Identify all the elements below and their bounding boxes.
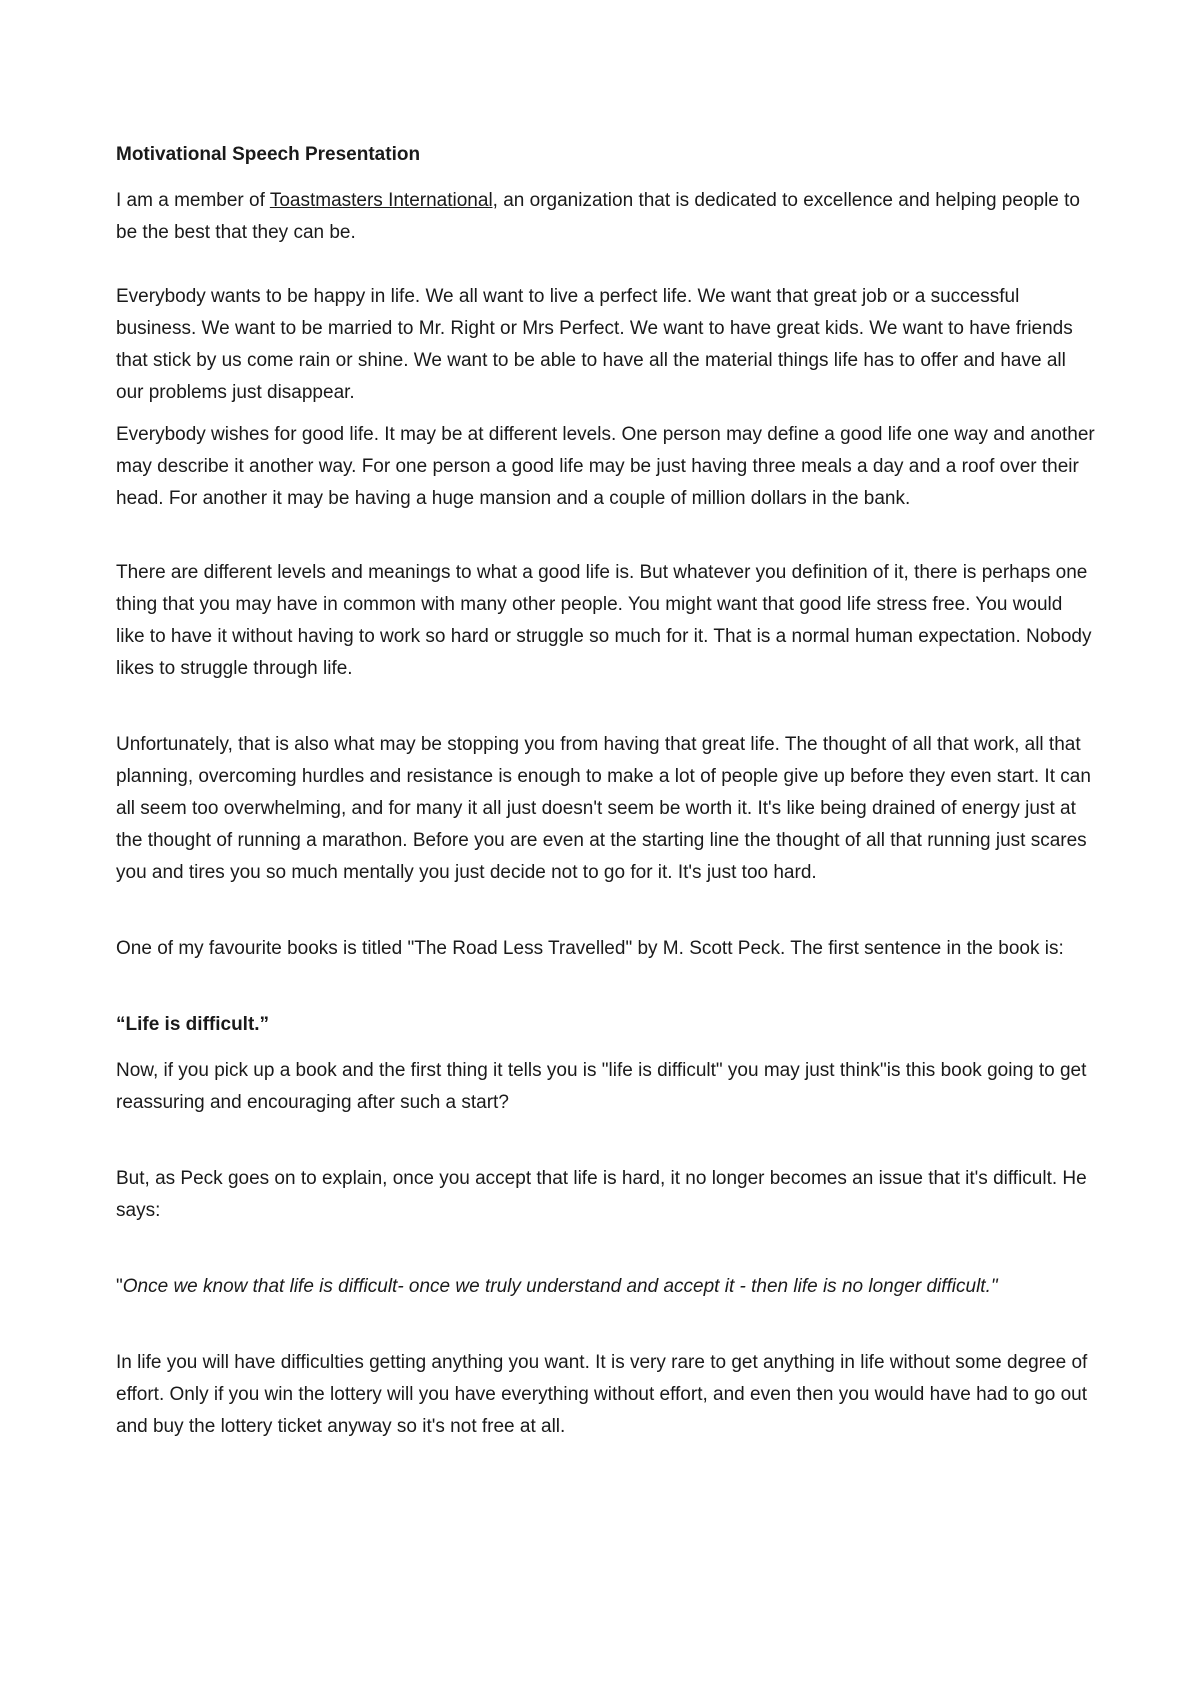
paragraph-pick-up-book: Now, if you pick up a book and the first thing it tells you is "life is difficult" you may just think"is this book going to get reassuring and encouraging after such a start? <box>116 1060 1087 1113</box>
paragraph-peck-explains: But, as Peck goes on to explain, once you accept that life is hard, it no longer becomes an issue that it's difficult. He says: <box>116 1168 1087 1221</box>
italic-quote-open: " <box>116 1276 123 1297</box>
paragraph-levels: There are different levels and meanings to what a good life is. But whatever you definition of it, there is perhaps one thing that you may have in common with many other people. You might want that good life stress free. You would like to have it without having to work so hard or struggle so much for it. That is a normal human expectation. Nobody likes to struggle through life. <box>116 562 1092 679</box>
bold-quote: “Life is difficult.” <box>116 1014 270 1035</box>
document-title: Motivational Speech Presentation <box>116 144 421 165</box>
paragraph-difficulties: In life you will have difficulties getting anything you want. It is very rare to get anything in life without some degree of effort. Only if you win the lottery will you have everything without effort, and even then you would have had to go out and buy the lottery ticket anyway so it's not free at all. <box>116 1352 1088 1437</box>
intro-text-end: an organization that is dedicated to excellence and helping people to be the best that they can be. <box>116 190 1080 243</box>
paragraph-good-life: Everybody wishes for good life. It may be at different levels. One person may define a good life one way and another may describe it another way. For one person a good life may be just having three meals a day and a roof over their head. For another it may be having a huge mansion and a couple of million dollars in the bank. <box>116 424 1095 509</box>
intro-paragraph <box>116 185 1096 249</box>
intro-text-start: I am a member of <box>116 190 270 211</box>
italic-quote-text: Once we know that life is difficult- once we truly understand and accept it - then life is no longer difficult." <box>122 1276 998 1297</box>
document-page <box>116 143 1096 1443</box>
toastmasters-link[interactable]: Toastmasters International, <box>269 190 498 211</box>
italic-quote <box>116 1271 1096 1303</box>
paragraph-unfortunately: Unfortunately, that is also what may be stopping you from having that great life. The thought of all that work, all that planning, overcoming hurdles and resistance is enough to make a lot of people give up before they even start. It can all seem too overwhelming, and for many it all just doesn't seem be worth it. It's like being drained of energy just at the thought of running a marathon. Before you are even at the starting line the thought of all that running just scares you and tires you so much mentally you just decide not to go for it. It's just too hard. <box>116 734 1091 883</box>
paragraph-favourite-book: One of my favourite books is titled "The Road Less Travelled" by M. Scott Peck. The first sentence in the book is: <box>116 938 1064 959</box>
paragraph-happy-life: Everybody wants to be happy in life. We all want to live a perfect life. We want that great job or a successful business. We want to be married to Mr. Right or Mrs Perfect. We want to have great kids. We want to have friends that stick by us come rain or shine. We want to be able to have all the material things life has to offer and have all our problems just disappear. <box>116 286 1073 403</box>
